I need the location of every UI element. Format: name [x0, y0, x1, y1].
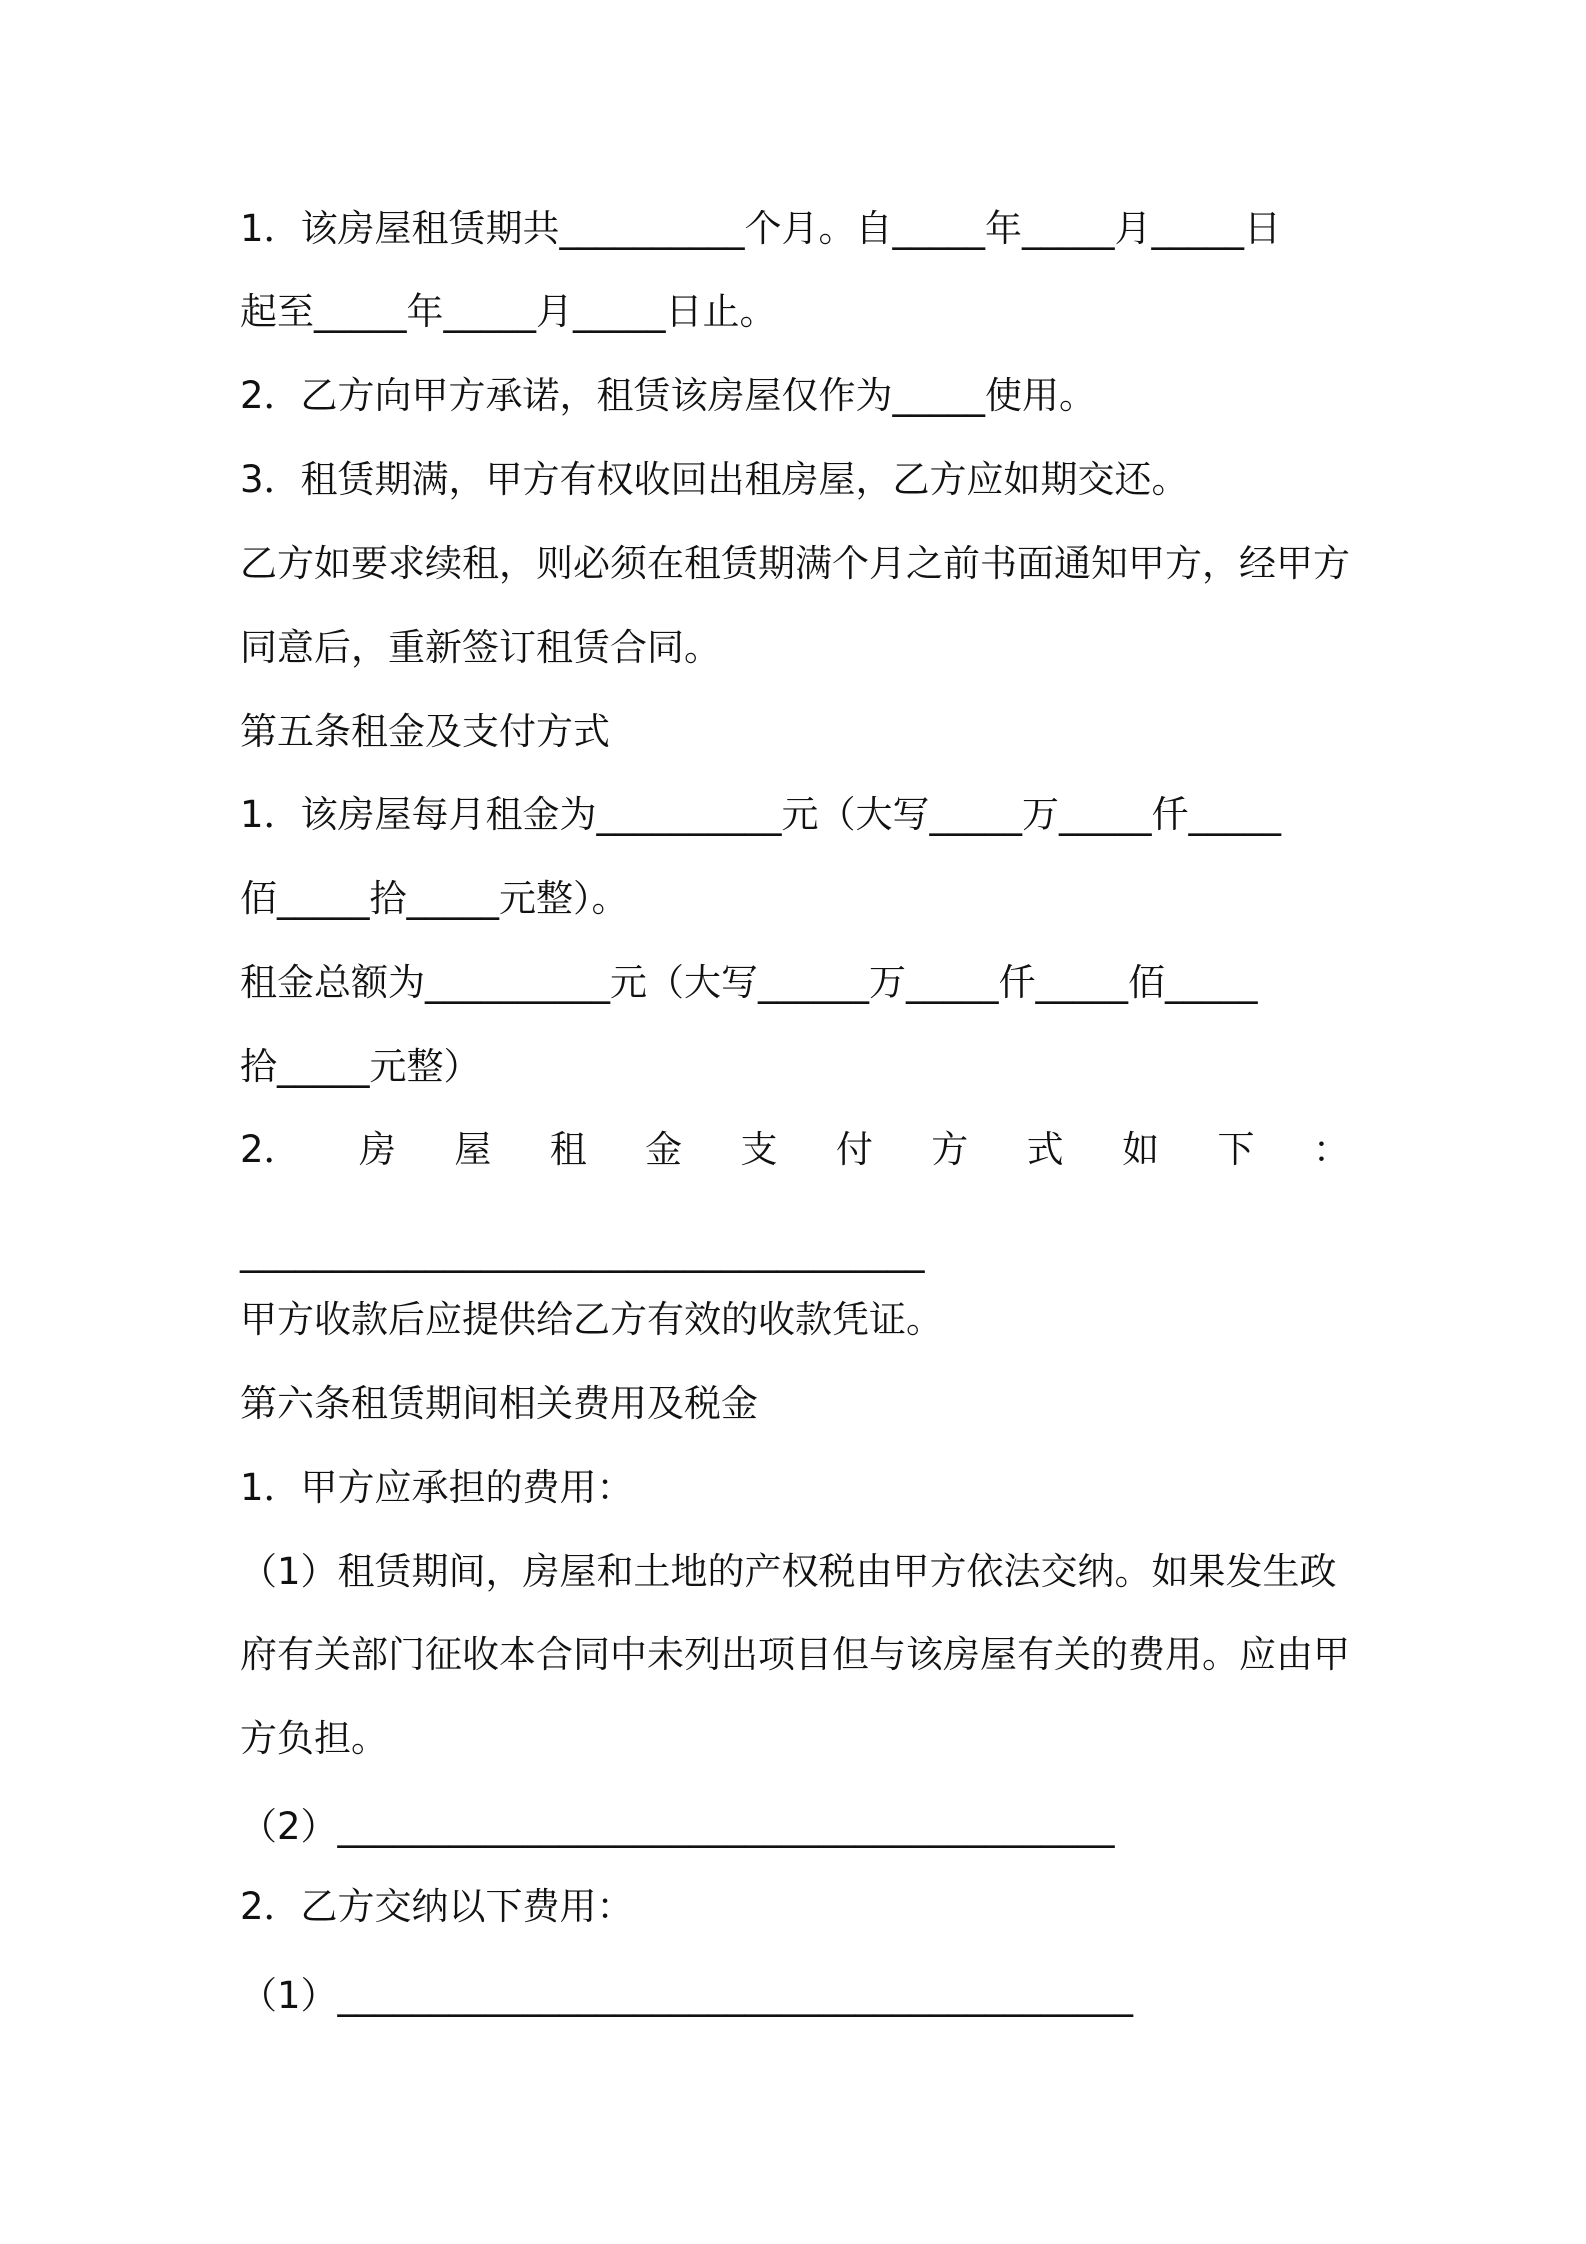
clause-landlord-fee-1-end: 方负担。	[240, 1717, 388, 1760]
clause-tenant-fee-1: （1）___________________________________________	[240, 1974, 1134, 2017]
clause-monthly-rent: 1．该房屋每月租金为__________元（大写_____万_____仟_____	[240, 793, 1282, 836]
payment-method-char: 式	[1026, 1128, 1064, 1171]
payment-method-blank: _____________________________________	[240, 1230, 925, 1273]
clause-renewal: 乙方如要求续租，则必须在租赁期满个月之前书面通知甲方，经甲方	[240, 542, 1350, 585]
payment-method-char: 租	[549, 1128, 587, 1171]
clause-landlord-fee-1: （1）租赁期间，房屋和土地的产权税由甲方依法交纳。如果发生政	[240, 1550, 1337, 1593]
payment-method-char: 方	[931, 1128, 969, 1171]
clause-total-rent: 租金总额为__________元（大写______万_____仟_____佰_____	[240, 961, 1258, 1004]
clause-receipt: 甲方收款后应提供给乙方有效的收款凭证。	[240, 1298, 943, 1341]
payment-method-char: 屋	[454, 1128, 492, 1171]
clause-landlord-fee-1-continued: 府有关部门征收本合同中未列出项目但与该房屋有关的费用。应由甲	[240, 1633, 1350, 1676]
payment-method-char: 房	[358, 1128, 396, 1171]
payment-method-char: 付	[835, 1128, 873, 1171]
payment-method-char: 下	[1217, 1128, 1255, 1171]
section-heading-fees: 第六条租赁期间相关费用及税金	[240, 1382, 758, 1425]
clause-tenant-fees: 2．乙方交纳以下费用：	[240, 1885, 634, 1928]
payment-method-char: 支	[740, 1128, 778, 1171]
payment-method-char: ：	[1312, 1128, 1350, 1171]
clause-landlord-fee-2: （2）__________________________________________	[240, 1805, 1115, 1848]
clause-landlord-fees: 1．甲方应承担的费用：	[240, 1466, 634, 1509]
clause-usage-promise: 2．乙方向甲方承诺，租赁该房屋仅作为_____使用。	[240, 374, 1097, 417]
clause-payment-method	[240, 1126, 1350, 1174]
clause-lease-term-continued: 起至_____年_____月_____日止。	[240, 290, 777, 333]
clause-lease-expiry: 3．租赁期满，甲方有权收回出租房屋，乙方应如期交还。	[240, 458, 1189, 501]
payment-method-char: 2．	[240, 1128, 301, 1171]
clause-renewal-continued: 同意后，重新签订租赁合同。	[240, 626, 721, 669]
clause-total-rent-continued: 拾_____元整）	[240, 1045, 481, 1088]
section-heading-rent: 第五条租金及支付方式	[240, 710, 610, 753]
payment-method-char: 如	[1122, 1128, 1160, 1171]
clause-lease-term: 1．该房屋租赁期共__________个月。自_____年_____月_____日	[240, 207, 1282, 250]
clause-monthly-rent-continued: 佰_____拾_____元整）。	[240, 877, 629, 920]
payment-method-char: 金	[645, 1128, 683, 1171]
